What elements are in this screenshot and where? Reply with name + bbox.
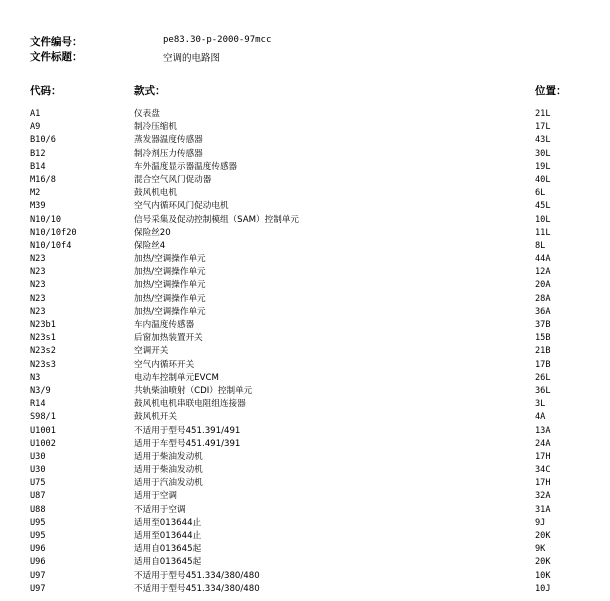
- component-position: 19L: [535, 161, 551, 172]
- component-position: 20K: [535, 557, 551, 568]
- component-code: N23: [30, 293, 46, 304]
- component-code: U95: [30, 531, 46, 541]
- component-name: 加热/空调操作单元: [134, 280, 206, 291]
- list-item: [0, 161, 610, 174]
- component-position: 26L: [535, 372, 551, 383]
- component-code: A1: [30, 109, 41, 119]
- component-position: 10J: [535, 583, 551, 594]
- component-name: 适用于柴油发动机: [134, 465, 203, 476]
- doc-number-value: pe83.30-p-2000-97mcc: [163, 35, 272, 45]
- list-item: [0, 174, 610, 187]
- list-item: [0, 306, 610, 319]
- list-item: [0, 543, 610, 556]
- list-item: [0, 227, 610, 240]
- component-code: U95: [30, 517, 46, 528]
- component-position: 34C: [535, 465, 551, 476]
- list-item: [0, 240, 610, 253]
- list-item: [0, 332, 610, 345]
- component-code: M39: [30, 201, 46, 212]
- component-code: U97: [30, 570, 46, 581]
- list-item: [0, 372, 610, 385]
- list-item: [0, 385, 610, 398]
- component-name: 空气内循环风门促动电机: [134, 201, 229, 212]
- component-code: N3: [30, 372, 41, 383]
- component-name: 空气内循环开关: [134, 359, 195, 370]
- code-column-header: 代码：: [30, 85, 62, 97]
- component-name: 鼓风机电机: [134, 188, 177, 199]
- component-position: 45L: [535, 201, 551, 212]
- component-code: S98/1: [30, 412, 56, 423]
- component-code: U1002: [30, 438, 56, 449]
- list-item: [0, 148, 610, 161]
- component-position: 10L: [535, 214, 551, 225]
- component-name: 制冷压缩机: [134, 122, 177, 133]
- component-position: 11L: [535, 227, 551, 238]
- component-code: N23s2: [30, 346, 56, 357]
- component-name: 仪表盘: [134, 109, 160, 119]
- component-name: 共轨柴油喷射（CDI）控制单元: [134, 385, 253, 396]
- component-position: 40L: [535, 174, 551, 185]
- list-item: [0, 279, 610, 292]
- list-item: [0, 411, 610, 424]
- component-name: 适用于汽油发动机: [134, 478, 203, 489]
- component-code: U97: [30, 583, 46, 594]
- component-position: 9K: [535, 544, 546, 555]
- component-position: 15B: [535, 333, 551, 344]
- component-position: 21B: [535, 346, 551, 357]
- component-position: 12A: [535, 267, 551, 278]
- component-code: N23: [30, 254, 46, 265]
- component-code: N23: [30, 306, 46, 317]
- component-code: N23b1: [30, 320, 56, 330]
- list-item: [0, 398, 610, 411]
- doc-title-label: 文件标题：: [30, 51, 83, 63]
- list-item: [0, 200, 610, 213]
- component-code: M2: [30, 188, 41, 199]
- component-position: 28A: [535, 293, 551, 304]
- component-list: [0, 108, 610, 596]
- list-item: [0, 253, 610, 266]
- component-name: 不适用于型号451.334/380/480: [134, 583, 260, 594]
- list-item: [0, 570, 610, 583]
- component-name: 制冷剂压力传感器: [134, 148, 203, 159]
- doc-title-value: 空调的电路图: [163, 53, 221, 64]
- component-position: 4A: [535, 412, 546, 423]
- list-item: [0, 425, 610, 438]
- component-position: 3L: [535, 399, 546, 410]
- component-code: B12: [30, 148, 46, 159]
- component-position: 30L: [535, 148, 551, 159]
- component-position: 43L: [535, 135, 551, 146]
- component-name: 加热/空调操作单元: [134, 306, 206, 317]
- list-item: [0, 293, 610, 306]
- component-code: U88: [30, 504, 46, 515]
- list-item: [0, 517, 610, 530]
- component-code: N23s3: [30, 359, 56, 370]
- list-item: [0, 438, 610, 451]
- component-name: 鼓风机开关: [134, 412, 177, 423]
- component-code: U1001: [30, 425, 56, 436]
- component-position: 24A: [535, 438, 551, 449]
- component-position: 32A: [535, 491, 551, 502]
- component-name: 适用于车型号451.491/391: [134, 438, 241, 449]
- list-item: [0, 121, 610, 134]
- component-code: N10/10: [30, 214, 62, 225]
- list-item: [0, 134, 610, 147]
- component-code: U75: [30, 478, 46, 489]
- component-code: B14: [30, 161, 46, 172]
- list-item: [0, 266, 610, 279]
- component-name: 适用自013645起: [134, 544, 202, 555]
- component-name: 混合空气风门促动器: [134, 174, 212, 185]
- component-position: 17L: [535, 122, 551, 133]
- component-code: U96: [30, 557, 46, 568]
- component-code: B10/6: [30, 135, 56, 146]
- component-name: 蒸发器温度传感器: [134, 135, 203, 146]
- component-position: 20A: [535, 280, 551, 291]
- component-position: 13A: [535, 425, 551, 436]
- list-item: [0, 359, 610, 372]
- component-code: U87: [30, 491, 46, 502]
- component-code: U30: [30, 451, 46, 462]
- position-column-header: 位置：: [535, 85, 567, 97]
- component-position: 10K: [535, 570, 551, 581]
- list-item: [0, 583, 610, 596]
- list-item: [0, 464, 610, 477]
- component-code: N10/10f4: [30, 240, 72, 251]
- component-code: R14: [30, 399, 46, 410]
- component-position: 21L: [535, 109, 551, 119]
- list-item: [0, 504, 610, 517]
- list-item: [0, 319, 610, 332]
- component-position: 37B: [535, 320, 551, 330]
- component-name: 适用至013644止: [134, 517, 202, 528]
- component-code: M16/8: [30, 174, 56, 185]
- component-position: 44A: [535, 254, 551, 265]
- component-position: 8L: [535, 240, 546, 251]
- component-code: U96: [30, 544, 46, 555]
- component-name: 加热/空调操作单元: [134, 293, 206, 304]
- component-name: 空调开关: [134, 346, 169, 357]
- component-name: 适用至013644止: [134, 531, 202, 541]
- component-code: A9: [30, 122, 41, 133]
- component-name: 车外温度显示器温度传感器: [134, 161, 238, 172]
- list-item: [0, 451, 610, 464]
- name-column-header: 款式：: [134, 85, 166, 97]
- component-position: 9J: [535, 517, 546, 528]
- list-item: [0, 345, 610, 358]
- component-code: U30: [30, 465, 46, 476]
- component-name: 电动车控制单元EVCM: [134, 372, 219, 383]
- component-position: 6L: [535, 188, 546, 199]
- doc-number-label: 文件编号：: [30, 36, 83, 48]
- list-item: [0, 214, 610, 227]
- component-name: 不适用于空调: [134, 504, 186, 515]
- component-name: 不适用于型号451.334/380/480: [134, 570, 260, 581]
- list-item: [0, 108, 610, 121]
- component-code: N23: [30, 267, 46, 278]
- component-name: 后窗加热装置开关: [134, 333, 203, 344]
- component-name: 鼓风机电机串联电阻组连接器: [134, 399, 246, 410]
- component-position: 36A: [535, 306, 551, 317]
- list-item: [0, 556, 610, 569]
- component-code: N23: [30, 280, 46, 291]
- component-name: 适用于空调: [134, 491, 177, 502]
- component-position: 17H: [535, 451, 551, 462]
- component-position: 31A: [535, 504, 551, 515]
- component-name: 适用自013645起: [134, 557, 202, 568]
- component-name: 保险丝4: [134, 240, 166, 251]
- list-item: [0, 187, 610, 200]
- list-item: [0, 477, 610, 490]
- component-code: N23s1: [30, 333, 56, 344]
- component-code: N3/9: [30, 385, 51, 396]
- component-name: 加热/空调操作单元: [134, 254, 206, 265]
- component-position: 36L: [535, 385, 551, 396]
- component-name: 加热/空调操作单元: [134, 267, 206, 278]
- list-item: [0, 490, 610, 503]
- component-code: N10/10f20: [30, 227, 77, 238]
- component-name: 车内温度传感器: [134, 320, 195, 330]
- component-name: 不适用于型号451.391/491: [134, 425, 241, 436]
- component-name: 保险丝20: [134, 227, 171, 238]
- component-position: 17B: [535, 359, 551, 370]
- component-name: 适用于柴油发动机: [134, 451, 203, 462]
- list-item: [0, 530, 610, 543]
- component-position: 17H: [535, 478, 551, 489]
- component-position: 20K: [535, 531, 551, 541]
- component-name: 信号采集及促动控制模组（SAM）控制单元: [134, 214, 300, 225]
